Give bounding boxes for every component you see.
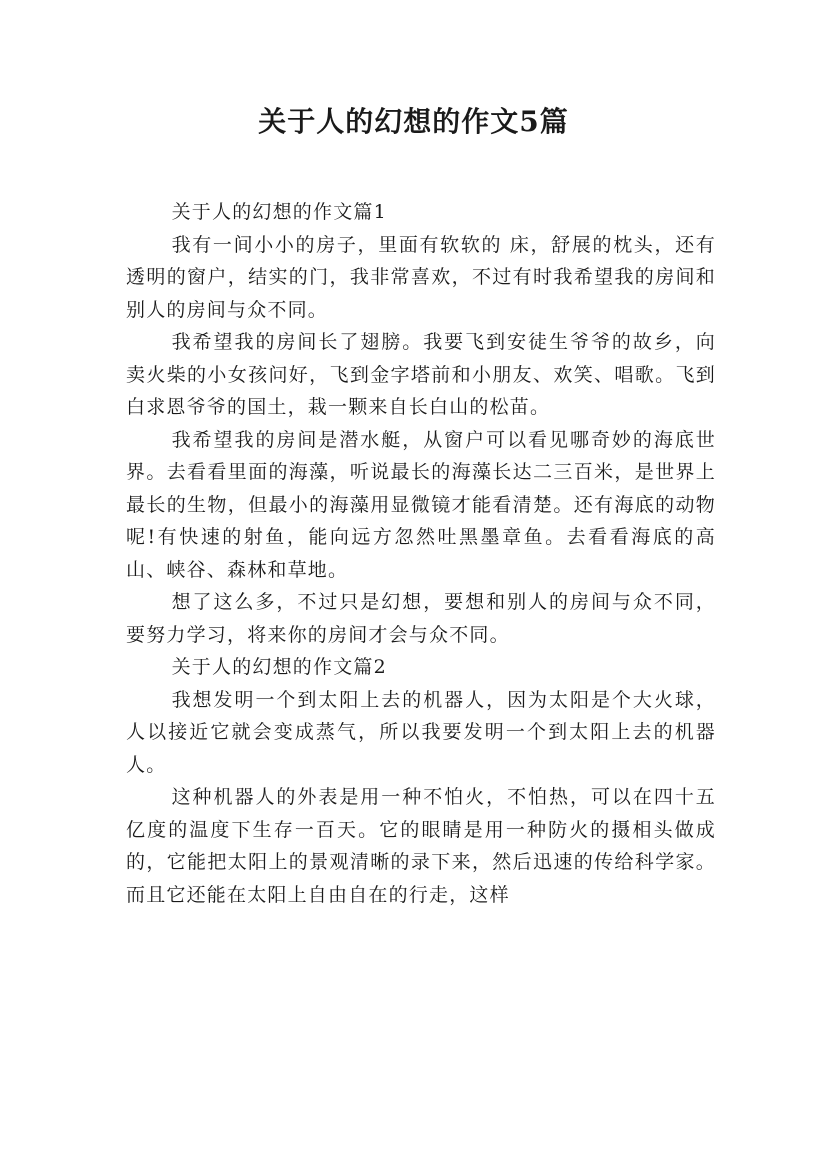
paragraph: 我希望我的房间是潜水艇，从窗户可以看见哪奇妙的海底世界。去看看里面的海藻，听说最长的海藻长达二三百米，是世界上最长的生物，但最小的海藻用显微镜才能看清楚。还有海底的动物呢!有快速的射鱼，能向远方忽然吐黑墨章鱼。去看看海底的高山、峡谷、森林和草地。	[126, 428, 716, 581]
paragraph: 我有一间小小的房子，里面有软软的 床，舒展的枕头，还有透明的窗户，结实的门，我非常喜欢，不过有时我希望我的房间和别人的房间与众不同。	[126, 233, 716, 321]
document-title: 关于人的幻想的作文5篇	[258, 105, 569, 138]
section-heading: 关于人的幻想的作文篇1	[171, 201, 387, 223]
paragraph: 想了这么多，不过只是幻想，要想和别人的房间与众不同，要努力学习，将来你的房间才会与众不同。	[126, 591, 716, 646]
paragraph: 我希望我的房间长了翅膀。我要飞到安徒生爷爷的故乡，向卖火柴的小女孩问好，飞到金字塔前和小朋友、欢笑、唱歌。飞到白求恩爷爷的国土，栽一颗来自长白山的松苗。	[126, 331, 716, 418]
document-body	[126, 196, 716, 911]
paragraph: 我想发明一个到太阳上去的机器人，因为太阳是个大火球，人以接近它就会变成蒸气，所以我要发明一个到太阳上去的机器人。	[126, 688, 716, 776]
paragraph: 这种机器人的外表是用一种不怕火，不怕热，可以在四十五亿度的温度下生存一百天。它的眼睛是用一种防火的摄相头做成的，它能把太阳上的景观清晰的录下来，然后迅速的传给科学家。而且它还能在太阳上自由自在的行走，这样	[126, 786, 716, 906]
section-heading: 关于人的幻想的作文篇2	[171, 656, 387, 678]
